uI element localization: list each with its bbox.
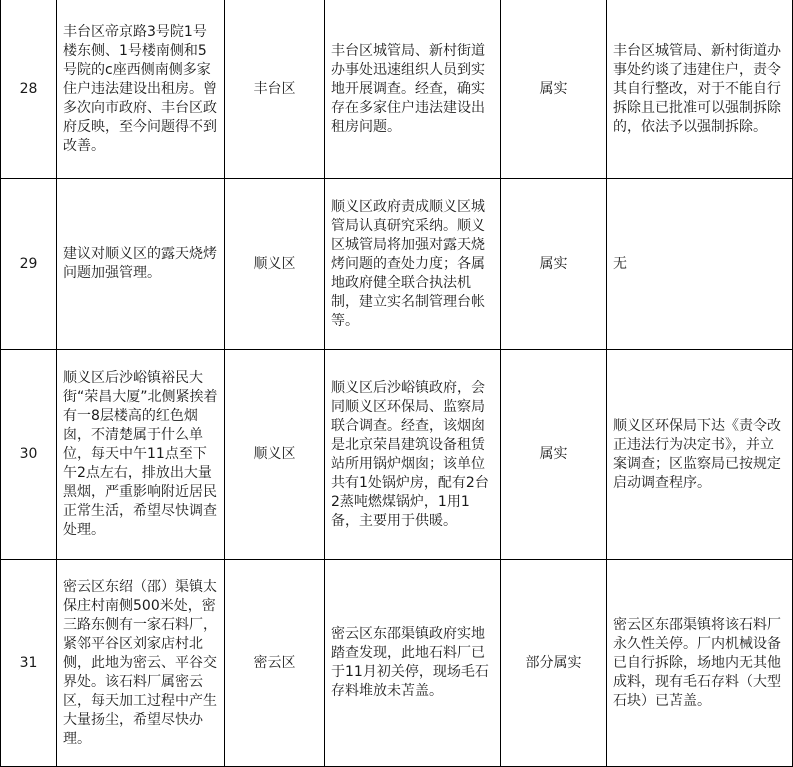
table-row bbox=[1, 560, 793, 767]
handling-process: 顺义区后沙峪镇政府，会同顺义区环保局、监察局联合调查。经查，该烟囱是北京荣昌建筑设备租赁站所用锅炉烟囱；该单位共有1处锅炉房，配有2台2蒸吨燃煤锅炉，1用1备，主要用于供暖。 bbox=[325, 350, 501, 560]
issue-description: 建议对顺义区的露天烧烤问题加强管理。 bbox=[57, 179, 225, 350]
issue-description: 顺义区后沙峪镇裕民大街“荣昌大厦”北侧紧挨着有一8层楼高的红色烟囱，不清楚属于什么单位，每天中午11点至下午2点左右，排放出大量黑烟，严重影响附近居民正常生活，希望尽快调查处理。 bbox=[57, 350, 225, 560]
row-number: 29 bbox=[1, 179, 57, 350]
rectification-measures: 无 bbox=[607, 179, 793, 350]
verification-result: 属实 bbox=[501, 179, 607, 350]
handling-process: 丰台区城管局、新村街道办事处迅速组织人员到实地开展调查。经查，确实存在多家住户违法建设出租房问题。 bbox=[325, 0, 501, 179]
district: 丰台区 bbox=[225, 0, 325, 179]
district: 密云区 bbox=[225, 560, 325, 767]
row-number: 28 bbox=[1, 0, 57, 179]
rectification-measures: 丰台区城管局、新村街道办事处约谈了违建住户，责令其自行整改，对于不能自行拆除且已批准可以强制拆除的，依法予以强制拆除。 bbox=[607, 0, 793, 179]
row-number: 30 bbox=[1, 350, 57, 560]
verification-result: 属实 bbox=[501, 350, 607, 560]
table-row bbox=[1, 350, 793, 560]
verification-result: 部分属实 bbox=[501, 560, 607, 767]
issue-description: 丰台区帝京路3号院1号楼东侧、1号楼南侧和5号院的c座西侧南侧多家住户违法建设出租房。曾多次向市政府、丰台区政府反映，至今问题得不到改善。 bbox=[57, 0, 225, 179]
table-row bbox=[1, 179, 793, 350]
table-row bbox=[1, 0, 793, 179]
handling-process: 密云区东邵渠镇政府实地踏查发现，此地石料厂已于11月初关停，现场毛石存料堆放未苫盖。 bbox=[325, 560, 501, 767]
rectification-measures: 密云区东邵渠镇将该石料厂永久性关停。厂内机械设备已自行拆除，场地内无其他成料，现有毛石存料（大型石块）已苫盖。 bbox=[607, 560, 793, 767]
row-number: 31 bbox=[1, 560, 57, 767]
district: 顺义区 bbox=[225, 179, 325, 350]
handling-process: 顺义区政府责成顺义区城管局认真研究采纳。顺义区城管局将加强对露天烧烤问题的查处力度；各属地政府健全联合执法机制，建立实名制管理台帐等。 bbox=[325, 179, 501, 350]
issue-description: 密云区东绍（邵）渠镇太保庄村南侧500米处，密三路东侧有一家石料厂，紧邻平谷区刘家店村北侧，此地为密云、平谷交界处。该石料厂属密云区，每天加工过程中产生大量扬尘，希望尽快办理。 bbox=[57, 560, 225, 767]
rectification-measures: 顺义区环保局下达《责令改正违法行为决定书》，并立案调查；区监察局已按规定启动调查程序。 bbox=[607, 350, 793, 560]
verification-result: 属实 bbox=[501, 0, 607, 179]
district: 顺义区 bbox=[225, 350, 325, 560]
